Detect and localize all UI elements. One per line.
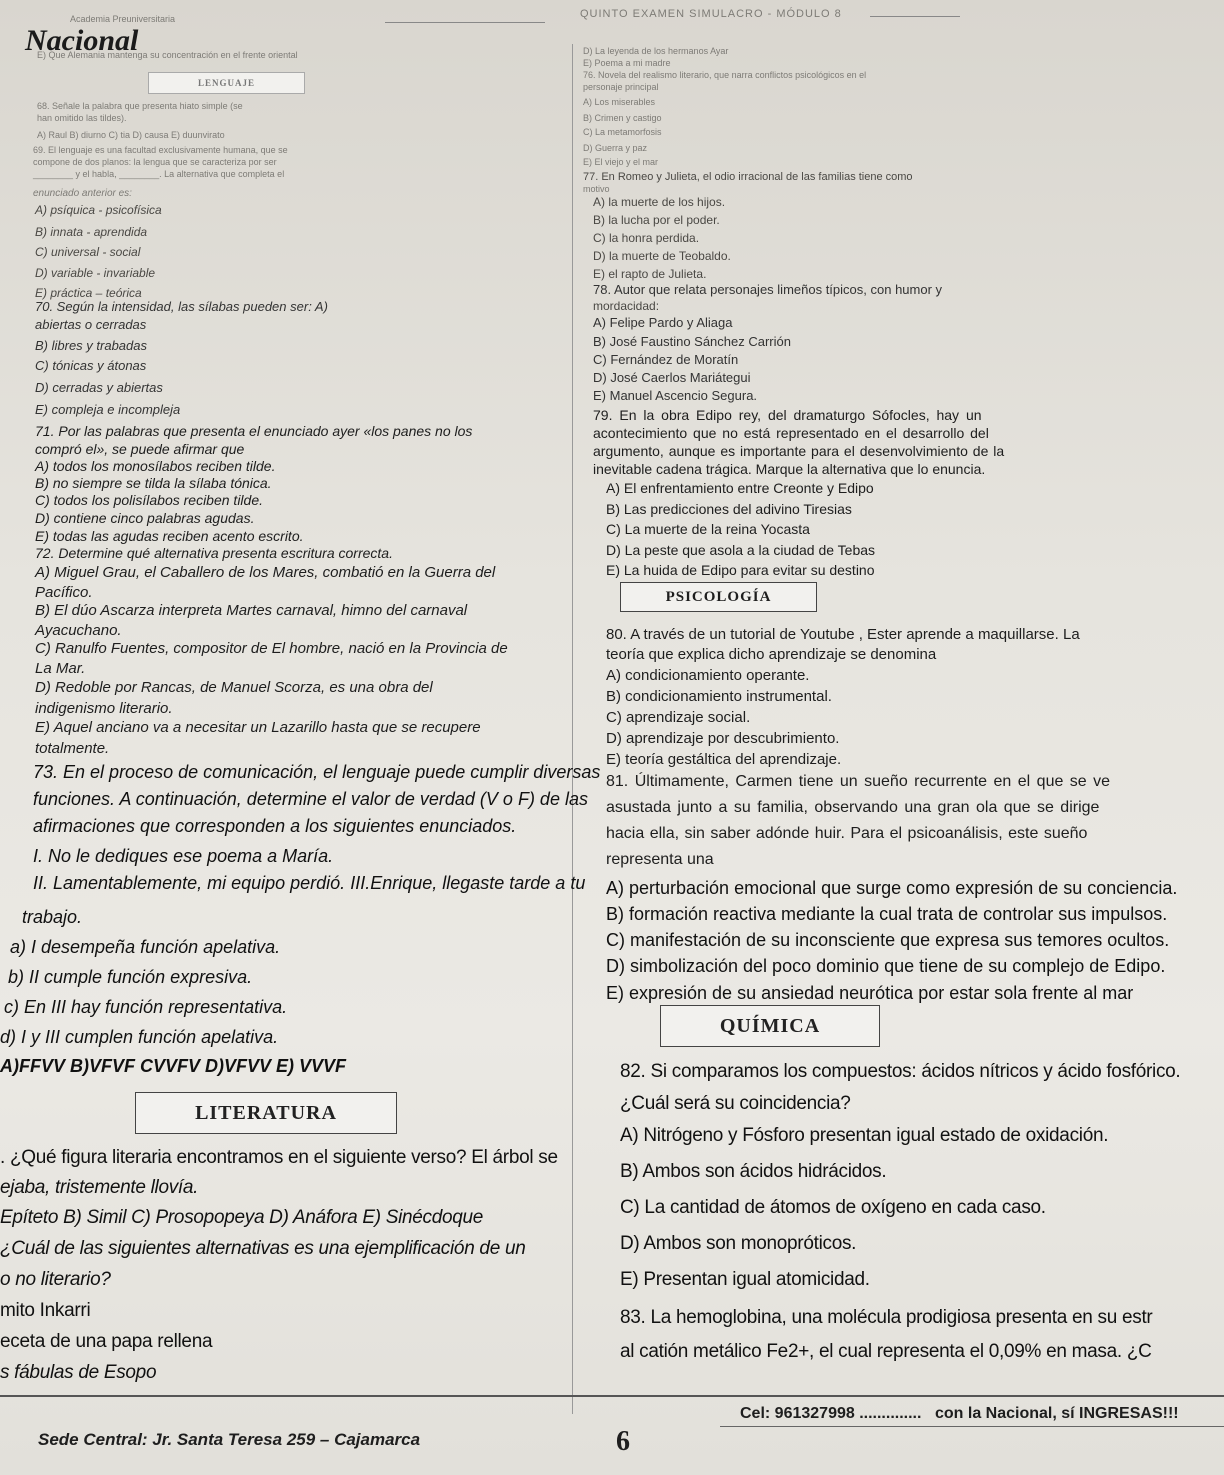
left-line: E) Que Alemania mantenga su concentración en el frente oriental — [37, 50, 298, 60]
academy-logo: Nacional — [25, 24, 139, 57]
left-line: E) todas las agudas reciben acento escrito. — [35, 528, 304, 544]
right-line: E) Manuel Ascencio Segura. — [593, 388, 758, 403]
left-line: Epíteto B) Simil C) Prosopopeya D) Anáfora E) Sinécdoque — [0, 1207, 484, 1228]
header-rule-right — [870, 16, 960, 17]
right-line: B) Las predicciones del adivino Tiresias — [606, 501, 852, 517]
right-line: argumento, aunque es importante para el desenvolvimiento de la — [593, 443, 1005, 459]
left-line: II. Lamentablemente, mi equipo perdió. III.Enrique, llegaste tarde a tu — [33, 873, 586, 893]
right-line: A) la muerte de los hijos. — [593, 195, 726, 209]
left-line: indigenismo literario. — [35, 700, 173, 717]
left-line: funciones. A continuación, determine el valor de verdad (V o F) de las — [33, 789, 588, 809]
left-line: Pacífico. — [35, 584, 93, 601]
right-line: 78. Autor que relata personajes limeños típicos, con humor y — [593, 282, 943, 297]
page-number: 6 — [616, 1426, 630, 1457]
left-line: La Mar. — [35, 660, 86, 677]
answer-key-line: A)FFVV B)VFVF CVVFV D)VFVV E) VVVF — [0, 1056, 347, 1076]
right-line: A) Nitrógeno y Fósforo presentan igual estado de oxidación. — [620, 1125, 1109, 1146]
right-line: inevitable cadena trágica. Marque la alternativa que lo enuncia. — [593, 461, 986, 477]
right-line: A) condicionamiento operante. — [606, 667, 810, 684]
left-line: A) psíquica - psicofísica — [35, 203, 162, 217]
right-line: 83. La hemoglobina, una molécula prodigiosa presenta en su estr — [620, 1307, 1153, 1328]
right-line: 76. Novela del realismo literario, que narra conflictos psicológicos en el — [583, 70, 867, 80]
left-line: C) tónicas y átonas — [35, 358, 147, 373]
left-line: s fábulas de Esopo — [0, 1362, 157, 1383]
right-line: ¿Cuál será su coincidencia? — [620, 1093, 851, 1114]
left-line: afirmaciones que corresponden a los siguientes enunciados. — [33, 816, 517, 836]
footer-rule-top — [0, 1395, 1224, 1397]
left-line: enunciado anterior es: — [33, 188, 132, 199]
right-line: B) José Faustino Sánchez Carrión — [593, 334, 791, 349]
left-line: 70. Según la intensidad, las sílabas pueden ser: A) — [35, 299, 328, 314]
right-line: 79. En la obra Edipo rey, del dramaturgo Sófocles, hay un — [593, 407, 982, 423]
left-line: B) libres y trabadas — [35, 338, 147, 353]
right-line: D) aprendizaje por descubrimiento. — [606, 730, 840, 747]
left-line: mito Inkarri — [0, 1300, 91, 1321]
left-line: D) variable - invariable — [35, 266, 156, 280]
right-line: E) Presentan igual atomicidad. — [620, 1269, 870, 1290]
right-line: D) Guerra y paz — [583, 143, 648, 153]
right-line: C) La muerte de la reina Yocasta — [606, 521, 810, 537]
right-line: C) aprendizaje social. — [606, 709, 751, 726]
left-line: han omitido las tildes). — [37, 113, 127, 123]
left-line: ________ y el habla, ________. La alternativa que completa el — [33, 169, 285, 179]
left-line: c) En III hay función representativa. — [4, 997, 288, 1017]
left-line: . ¿Qué figura literaria encontramos en el siguiente verso? El árbol se — [0, 1147, 558, 1168]
header-rule-left — [385, 22, 545, 23]
left-line: a) I desempeña función apelativa. — [10, 937, 281, 957]
footer-rule-right — [720, 1426, 1224, 1427]
left-line: d) I y III cumplen función apelativa. — [0, 1027, 279, 1047]
footer-slogan: con la Nacional, sí INGRESAS!!! — [935, 1405, 1179, 1422]
left-line: 68. Señale la palabra que presenta hiato simple (se — [37, 101, 243, 111]
right-line: B) condicionamiento instrumental. — [606, 688, 832, 705]
left-line: b) II cumple función expresiva. — [8, 967, 253, 987]
right-line: E) teoría gestáltica del aprendizaje. — [606, 751, 842, 768]
right-line: mordacidad: — [593, 299, 660, 313]
left-line: D) cerradas y abiertas — [35, 380, 163, 395]
left-line: C) universal - social — [35, 245, 141, 259]
exam-title: QUINTO EXAMEN SIMULACRO - MÓDULO 8 — [580, 8, 842, 20]
left-line: o no literario? — [0, 1269, 111, 1290]
left-line: D) Redoble por Rancas, de Manuel Scorza, es una obra del — [35, 679, 433, 696]
right-line: A) Los miserables — [583, 97, 656, 107]
left-line: trabajo. — [22, 907, 83, 927]
right-line: hacia ella, sin saber adónde huir. Para el psicoanálisis, este sueño — [606, 825, 1088, 842]
left-line: B) El dúo Ascarza interpreta Martes carnaval, himno del carnaval — [35, 602, 468, 619]
right-line: B) Ambos son ácidos hidrácidos. — [620, 1161, 887, 1182]
left-line: A) Miguel Grau, el Caballero de los Mares, combatió en la Guerra del — [35, 564, 496, 581]
column-divider — [572, 44, 573, 1414]
right-line: D) simbolización del poco dominio que tiene de su complejo de Edipo. — [606, 956, 1166, 976]
left-line: E) Aquel anciano va a necesitar un Lazarillo hasta que se recupere — [35, 719, 481, 736]
logo-tagline: Academia Preuniversitaria — [70, 14, 176, 24]
left-line: compró el», se puede afirmar que — [35, 441, 245, 457]
footer-cel: Cel: 961327998 .............. — [740, 1405, 922, 1422]
right-line: 82. Si comparamos los compuestos: ácidos nítricos y ácido fosfórico. — [620, 1061, 1181, 1082]
left-line: ejaba, tristemente llovía. — [0, 1177, 199, 1198]
right-line: representa una — [606, 851, 714, 868]
left-line: B) no siempre se tilda la sílaba tónica. — [35, 475, 272, 491]
right-line: al catión metálico Fe2+, el cual representa el 0,09% en masa. ¿C — [620, 1341, 1152, 1362]
right-line: A) El enfrentamiento entre Creonte y Edipo — [606, 480, 874, 496]
right-line: teoría que explica dicho aprendizaje se denomina — [606, 646, 937, 663]
right-line: C) manifestación de su inconsciente que expresa sus temores ocultos. — [606, 930, 1170, 950]
left-line: B) innata - aprendida — [35, 225, 148, 239]
left-line: C) todos los polisílabos reciben tilde. — [35, 492, 264, 508]
left-line: D) contiene cinco palabras agudas. — [35, 510, 255, 526]
left-line: A) Raul B) diurno C) tia D) causa E) duunvirato — [37, 130, 225, 140]
right-line: C) La metamorfosis — [583, 127, 662, 137]
right-line: B) la lucha por el poder. — [593, 213, 720, 227]
section-lenguaje: LENGUAJE — [148, 72, 305, 94]
left-line: ¿Cuál de las siguientes alternativas es una ejemplificación de un — [0, 1238, 526, 1259]
left-line: abiertas o cerradas — [35, 317, 147, 332]
left-line: totalmente. — [35, 740, 110, 757]
right-line: E) el rapto de Julieta. — [593, 267, 707, 281]
right-line: B) formación reactiva mediante la cual trata de controlar sus impulsos. — [606, 904, 1168, 924]
right-line: acontecimiento que no está representado en el desarrollo del — [593, 425, 989, 441]
right-line: A) perturbación emocional que surge como expresión de su conciencia. — [606, 878, 1178, 898]
footer-sede: Sede Central: Jr. Santa Teresa 259 – Cajamarca — [38, 1430, 421, 1449]
left-line: 69. El lenguaje es una facultad exclusivamente humana, que se — [33, 145, 288, 155]
right-line: asustada junto a su familia, observando una gran ola que se dirige — [606, 799, 1100, 816]
right-line: 81. Últimamente, Carmen tiene un sueño recurrente en el que se ve — [606, 773, 1111, 790]
right-line: motivo — [583, 184, 610, 194]
right-line: 80. A través de un tutorial de Youtube , Ester aprende a maquillarse. La — [606, 626, 1080, 643]
right-line: E) expresión de su ansiedad neurótica por estar sola frente al mar — [606, 983, 1134, 1003]
right-line: D) José Caerlos Mariátegui — [593, 370, 751, 385]
left-line: eceta de una papa rellena — [0, 1331, 213, 1352]
section-literatura: LITERATURA — [135, 1092, 397, 1134]
right-line: D) la muerte de Teobaldo. — [593, 249, 731, 263]
left-line: 72. Determine qué alternativa presenta escritura correcta. — [35, 545, 393, 561]
left-line: 73. En el proceso de comunicación, el lenguaje puede cumplir diversas — [33, 762, 601, 782]
right-line: E) La huida de Edipo para evitar su destino — [606, 562, 875, 578]
left-line: E) compleja e incompleja — [35, 402, 181, 417]
right-line: D) La leyenda de los hermanos Ayar — [583, 46, 729, 56]
left-line: compone de dos planos: la lengua que se caracteriza por ser — [33, 157, 277, 167]
right-line: E) Poema a mi madre — [583, 58, 671, 68]
right-line: D) La peste que asola a la ciudad de Tebas — [606, 542, 876, 558]
right-line: personaje principal — [583, 82, 659, 92]
right-line: C) Fernández de Moratín — [593, 352, 739, 367]
right-line: A) Felipe Pardo y Aliaga — [593, 315, 733, 330]
left-line: I. No le dediques ese poema a María. — [33, 846, 334, 866]
right-line: C) la honra perdida. — [593, 231, 700, 245]
section-quimica: QUÍMICA — [660, 1005, 880, 1047]
left-line: 71. Por las palabras que presenta el enunciado ayer «los panes no los — [35, 423, 473, 439]
right-line: B) Crimen y castigo — [583, 113, 662, 123]
section-psicologia: PSICOLOGÍA — [620, 582, 817, 612]
left-line: E) práctica – teórica — [35, 286, 142, 300]
left-line: Ayacuchano. — [35, 622, 122, 639]
right-line: D) Ambos son monopróticos. — [620, 1233, 857, 1254]
left-line: C) Ranulfo Fuentes, compositor de El hombre, nació en la Provincia de — [35, 640, 508, 657]
right-line: 77. En Romeo y Julieta, el odio irracional de las familias tiene como — [583, 171, 913, 183]
right-line: E) El viejo y el mar — [583, 157, 659, 167]
left-line: A) todos los monosílabos reciben tilde. — [35, 458, 276, 474]
right-line: C) La cantidad de átomos de oxígeno en cada caso. — [620, 1197, 1046, 1218]
